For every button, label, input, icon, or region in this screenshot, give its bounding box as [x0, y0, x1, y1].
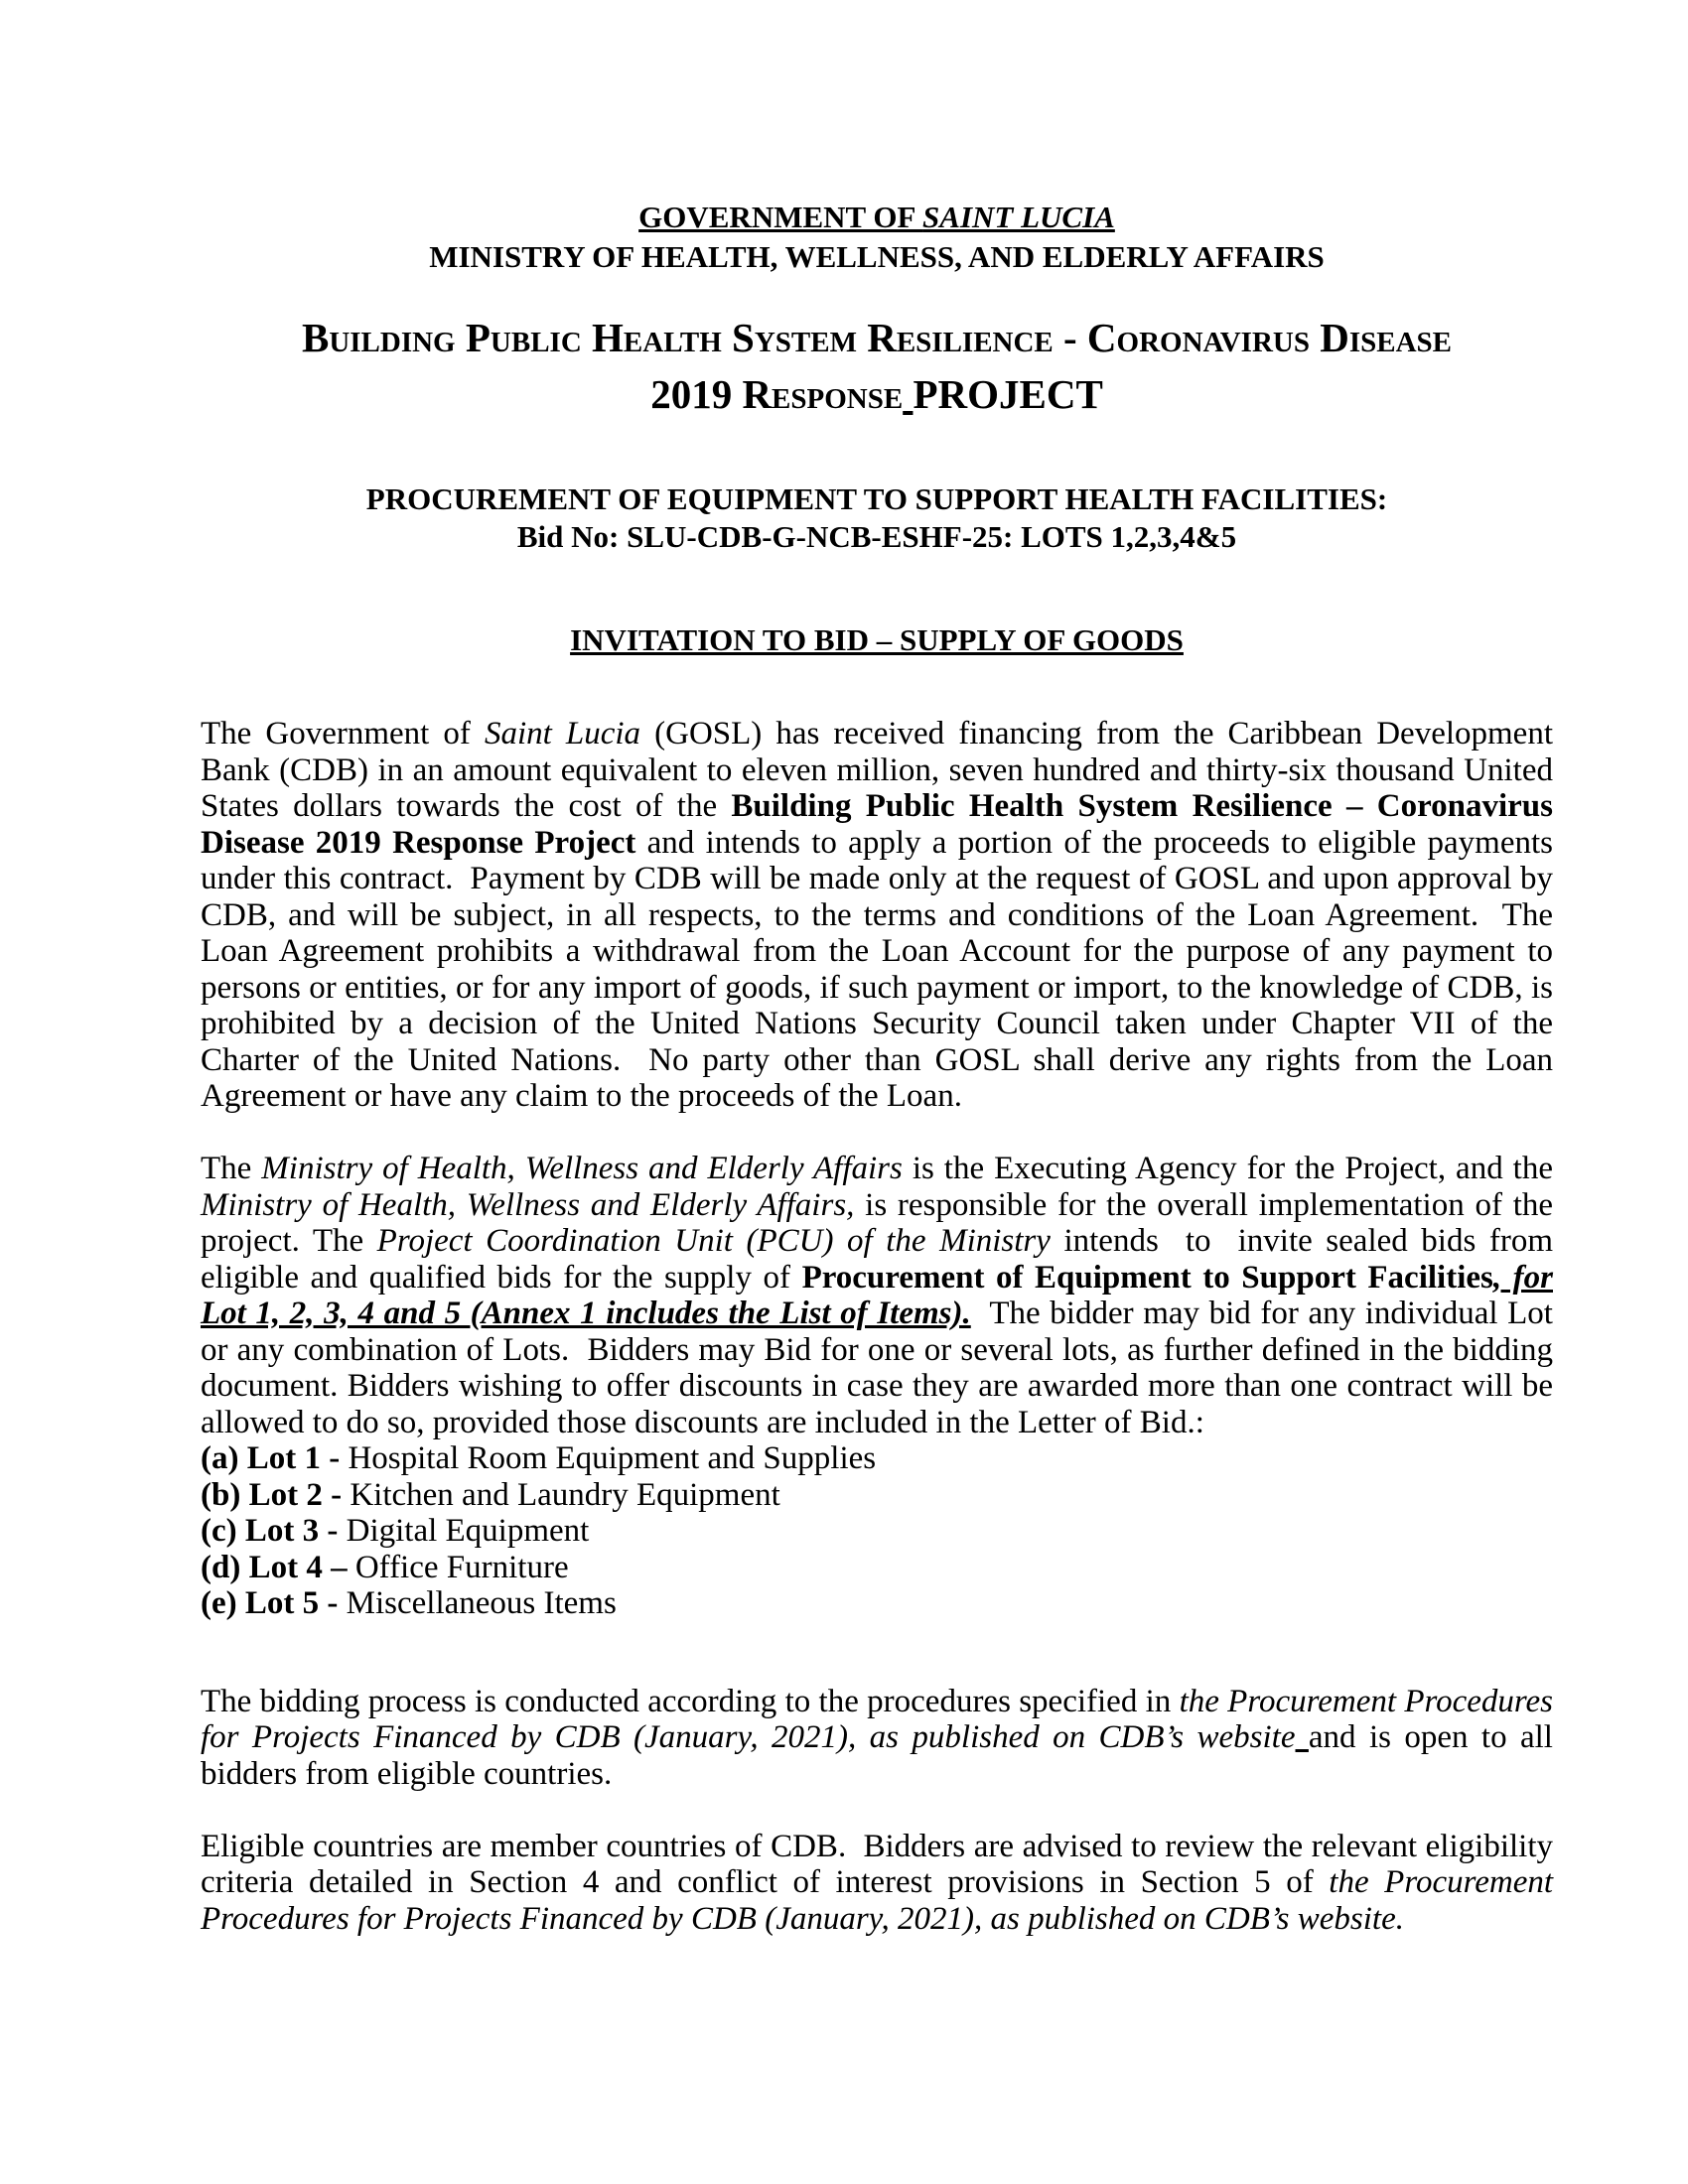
text-run: Procurement of Equipment to Support Facilities — [801, 1259, 1493, 1296]
project-title-line1: Building Public Health System Resilience - Coronavirus Disease — [301, 315, 1453, 360]
text-run: is the Executing Agency for the Project, and the — [902, 1151, 1553, 1186]
paragraph-bidding-process — [201, 1684, 1553, 1793]
invitation-heading-text: INVITATION TO BID – SUPPLY OF GOODS — [570, 622, 1184, 657]
text-run: Office Furniture — [354, 1549, 569, 1585]
text-run: Ministry of Health, Wellness and Elderly Affairs, — [201, 1186, 855, 1223]
text-run: (a) Lot 1 - — [201, 1440, 349, 1476]
lot-item-c — [201, 1513, 1553, 1550]
text-run — [1296, 1719, 1309, 1755]
government-heading — [201, 198, 1553, 237]
text-run: (c) Lot 3 - — [201, 1513, 347, 1549]
text-run: is responsible for the overall implementation of the project. The — [201, 1186, 1554, 1259]
text-run: Building Public Health System Resilience – Coronavirus Disease 2019 Response Project — [201, 788, 1553, 861]
paragraph-financing — [201, 716, 1553, 1115]
text-run: Kitchen and Laundry Equipment — [350, 1476, 780, 1513]
text-run: (e) Lot 5 - — [201, 1585, 347, 1621]
text-run: PROJECT — [913, 371, 1103, 417]
procurement-heading-title: PROCUREMENT OF EQUIPMENT TO SUPPORT HEALTH FACILITIES: — [365, 481, 1388, 516]
text-run: and is open to all bidders from eligible countries. — [201, 1719, 1553, 1792]
text-run: Digital Equipment — [346, 1513, 590, 1549]
project-title-line2 — [201, 366, 1553, 423]
ministry-heading: MINISTRY OF HEALTH, WELLNESS, AND ELDERLY AFFAIRS — [429, 239, 1325, 274]
text-run: (GOSL) has received financing from the Caribbean Development Bank (CDB) in an amount equivalent to eleven million, seven hundred and thirty-six thousand United States dollars towards the cost of the — [201, 716, 1554, 824]
text-run: The — [201, 1151, 262, 1186]
bid-number-line: Bid No: SLU-CDB-G-NCB-ESHF-25: LOTS 1,2,3,4&5 — [516, 519, 1237, 554]
government-heading-text — [638, 200, 1115, 234]
text-run: (d) Lot 4 – — [201, 1549, 355, 1585]
text-run: SAINT LUCIA — [922, 200, 1115, 234]
paragraph-executing-agency — [201, 1151, 1553, 1440]
text-run: Miscellaneous Items — [346, 1585, 617, 1621]
text-run: Ministry of Health, Wellness and Elderly Affairs — [261, 1151, 903, 1186]
text-run: 2019 Response — [650, 371, 904, 417]
text-run: (b) Lot 2 - — [201, 1476, 351, 1513]
text-run: , for Lot 1, 2, 3, 4 and 5 (Annex 1 includes the List of Items). — [201, 1259, 1553, 1331]
text-run: Project Coordination Unit (PCU) of the Ministry — [376, 1223, 1051, 1259]
lot-item-d — [201, 1550, 1553, 1586]
paragraph-eligible-countries — [201, 1829, 1553, 1938]
text-run — [903, 371, 913, 417]
text-run: The bidding process is conducted according to the procedures specified in — [201, 1683, 1180, 1719]
lot-item-e — [201, 1585, 1553, 1622]
text-run: the Procurement Procedures for Projects Financed by CDB (January, 2021), as published on CDB’s website. — [201, 1864, 1554, 1937]
lot-item-a — [201, 1440, 1553, 1477]
text-run: the Procurement Procedures for Projects Financed by CDB (January, 2021), as published on CDB’s website — [201, 1683, 1553, 1755]
text-run: The Government of — [201, 716, 485, 751]
text-run: The bidder may bid for any individual Lot or any combination of Lots. Bidders may Bid for one or several lots, as further defined in the bidding document. Bidders wishing to offer discounts in case they are awarded more than one contract will be allowed to do so, provided those discounts are included in the Letter of Bid.: — [201, 1296, 1553, 1440]
invitation-heading — [201, 621, 1553, 659]
procurement-heading — [201, 480, 1553, 556]
document-content — [201, 198, 1553, 1937]
text-run: Saint Lucia — [484, 716, 641, 751]
lot-item-b — [201, 1477, 1553, 1514]
text-run: GOVERNMENT OF — [638, 200, 923, 234]
text-run: and intends to apply a portion of the proceeds to eligible payments under this contract. Payment by CDB will be made only at the request of GOSL and upon approval by CDB, and will be subject, in all respects, to the terms and conditions of the Loan Agreement. The Loan Agreement prohibits a withdrawal from the Loan Account for the purpose of any payment to persons or entities, or for any import of goods, if such payment or import, to the knowledge of CDB, is prohibited by a decision of the United Nations Security Council taken under Chapter VII of the Charter of the United Nations. No party other than GOSL shall derive any rights from the Loan Agreement or have any claim to the proceeds of the Loan. — [201, 824, 1553, 1114]
lot-list — [201, 1440, 1553, 1622]
project-title — [201, 310, 1553, 423]
text-run: Hospital Room Equipment and Supplies — [348, 1440, 877, 1476]
text-run: intends to invite sealed bids from eligible and qualified bids for the supply of — [201, 1223, 1553, 1296]
text-run: Eligible countries are member countries of CDB. Bidders are advised to review the relevant eligibility criteria detailed in Section 4 and conflict of interest provisions in Section 5 of — [201, 1828, 1553, 1900]
